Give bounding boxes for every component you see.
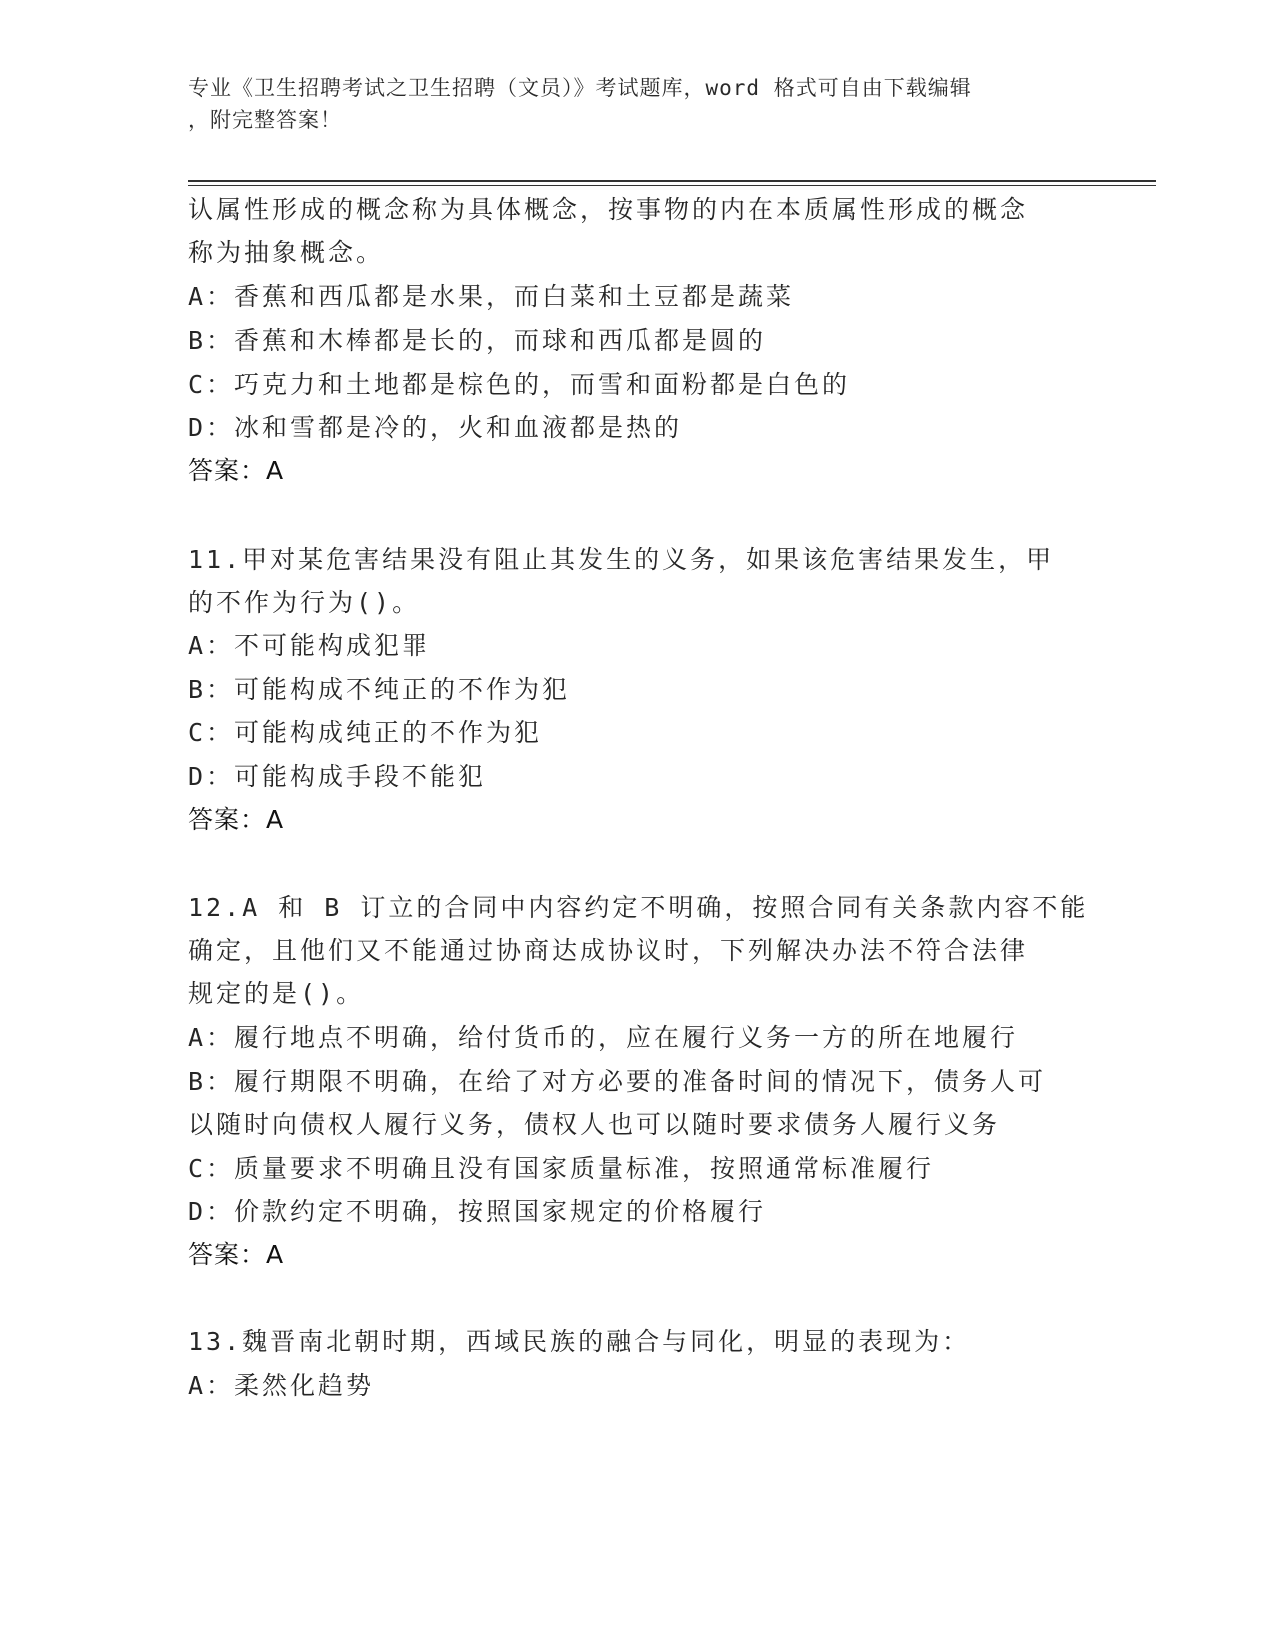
q10-option-c: C：巧克力和土地都是棕色的，而雪和面粉都是白色的 [188,370,851,399]
q12-question-line-2: 确定，且他们又不能通过协商达成协议时，下列解决办法不符合法律 [188,936,1029,965]
q11-question-line-1: 11.甲对某危害结果没有阻止其发生的义务，如果该危害结果发生，甲 [188,545,1055,574]
q10-option-b: B：香蕉和木棒都是长的，而球和西瓜都是圆的 [188,326,767,355]
q10-text-line-2: 称为抽象概念。 [188,238,385,267]
header-divider-thick [188,180,1156,182]
q11-question-line-2: 的不作为行为()。 [188,588,421,617]
header-line-1: 专业《卫生招聘考试之卫生招聘（文员）》考试题库，word 格式可自由下载编辑 [188,76,972,100]
header-line-2: ，附完整答案！ [188,108,342,132]
q11-option-d: D：可能构成手段不能犯 [188,762,487,791]
q11-answer: 答案：A [188,805,285,834]
q10-option-d: D：冰和雪都是冷的，火和血液都是热的 [188,413,683,442]
q12-option-d: D：价款约定不明确，按照国家规定的价格履行 [188,1197,767,1226]
q12-option-b-line-2: 以随时向债权人履行义务，债权人也可以随时要求债务人履行义务 [188,1110,1001,1139]
q10-option-a: A：香蕉和西瓜都是水果，而白菜和土豆都是蔬菜 [188,282,795,311]
q12-question-line-3: 规定的是()。 [188,979,365,1008]
header-divider-thin [188,185,1156,186]
q12-option-a: A：履行地点不明确，给付货币的，应在履行义务一方的所在地履行 [188,1023,1019,1052]
page-header [188,72,1068,136]
q11-option-c: C：可能构成纯正的不作为犯 [188,718,543,747]
q13-option-a: A：柔然化趋势 [188,1371,375,1400]
q11-option-a: A：不可能构成犯罪 [188,631,431,660]
q13-question-line-1: 13.魏晋南北朝时期，西域民族的融合与同化，明显的表现为： [188,1327,971,1356]
q12-option-b-line-1: B：履行期限不明确，在给了对方必要的准备时间的情况下，债务人可 [188,1067,1047,1096]
q11-option-b: B：可能构成不纯正的不作为犯 [188,675,571,704]
q12-answer: 答案：A [188,1240,285,1269]
q10-answer: 答案：A [188,456,285,485]
q10-text-line-1: 认属性形成的概念称为具体概念，按事物的内在本质属性形成的概念 [188,195,1029,224]
q12-option-c: C：质量要求不明确且没有国家质量标准，按照通常标准履行 [188,1154,935,1183]
q12-question-line-1: 12.A 和 B 订立的合同中内容约定不明确，按照合同有关条款内容不能 [188,893,1089,922]
